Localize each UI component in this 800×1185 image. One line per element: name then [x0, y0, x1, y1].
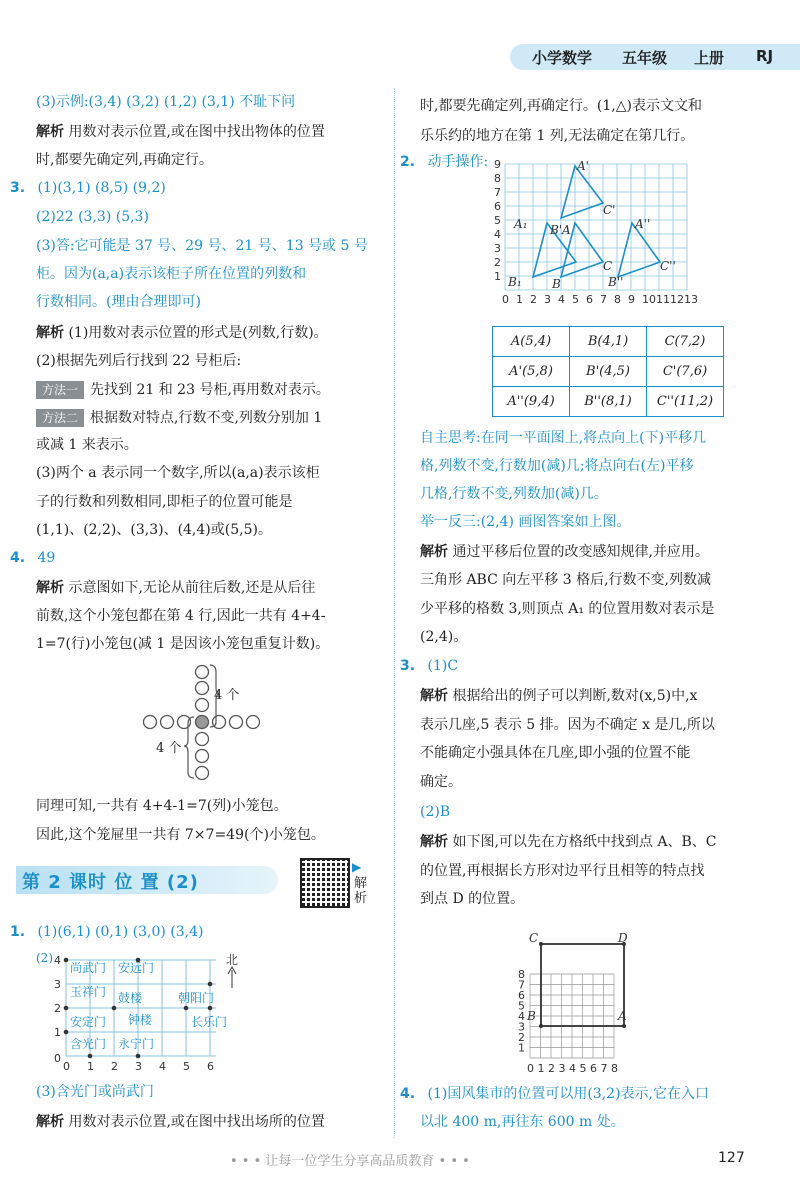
qr-label: 解析	[354, 876, 368, 906]
x-tick: 5	[579, 1062, 587, 1075]
header-subject: 小学数学	[532, 49, 593, 67]
qr-code[interactable]	[300, 858, 350, 908]
point-label: D	[618, 931, 628, 945]
bun-circle	[247, 716, 260, 729]
method-tag: 方法一	[36, 381, 84, 399]
x-tick: 6	[590, 1062, 597, 1075]
bun-circle	[144, 716, 157, 729]
right-question-3: 3. (1)C	[400, 658, 459, 674]
table-cell: C'(7,6)	[647, 357, 724, 387]
y-tick: 4	[494, 228, 501, 241]
answer-line: 以北 400 m,再往东 600 m 处。	[420, 1114, 625, 1130]
x-tick: 3	[558, 1062, 566, 1075]
x-tick: 0	[63, 1060, 70, 1073]
text-line: 1=7(行)小笼包(减 1 是因该小笼包重复计数)。	[36, 636, 330, 652]
x-tick: 9	[628, 293, 635, 304]
column-divider	[394, 88, 396, 1138]
text-line: 时,都要先确定列,再确定行。	[36, 152, 213, 168]
y-tick: 4	[518, 1010, 525, 1023]
play-icon[interactable]: ▶	[352, 860, 362, 874]
answer-line: (3)含光门或尚武门	[36, 1084, 154, 1100]
bun-diagram	[130, 660, 260, 790]
answer-line: (2)22 (3,3) (5,3)	[36, 209, 149, 225]
x-tick: 2	[530, 293, 537, 304]
gate-label: 朝阳门	[178, 991, 215, 1005]
header-banner	[510, 44, 800, 70]
rectangle-grid	[508, 924, 658, 1076]
y-tick: 3	[54, 978, 61, 991]
text-line: 到点 D 的位置。	[420, 891, 525, 907]
bun-circle	[196, 666, 209, 679]
x-tick: 0	[502, 293, 509, 304]
x-tick: 11	[656, 293, 670, 304]
table-row	[493, 327, 724, 357]
y-tick: 8	[518, 968, 525, 981]
bun-circle	[161, 716, 174, 729]
point-label: B''	[608, 275, 624, 289]
y-tick: 2	[494, 256, 501, 269]
table-row	[493, 387, 724, 417]
analysis-line: 解析 根据给出的例子可以判断,数对(x,5)中,x	[420, 688, 698, 704]
bun-circle	[196, 699, 209, 712]
text-line: 子的行数和列数相同,即柜子的位置可能是	[36, 494, 293, 510]
analysis-line: 解析 示意图如下,无论从前往后数,还是从后往	[36, 580, 316, 596]
gate-label: 玉祥门	[70, 985, 107, 999]
text-line: 少平移的格数 3,则顶点 A₁ 的位置用数对表示是	[420, 601, 715, 617]
y-tick: 3	[518, 1020, 525, 1034]
x-tick: 7	[600, 293, 607, 304]
x-tick: 2	[111, 1060, 118, 1073]
table-cell: C(7,2)	[647, 327, 724, 357]
x-tick: 5	[183, 1060, 190, 1073]
gate-label: 安远门	[118, 961, 155, 975]
method-tag: 方法二	[36, 409, 84, 427]
y-tick: 9	[494, 158, 501, 171]
text-line: (2,4)。	[420, 629, 468, 645]
page-number: 127	[718, 1150, 745, 1166]
table-cell: A'(5,8)	[493, 357, 570, 387]
x-tick: 13	[684, 293, 698, 304]
answer-line: 自主思考:在同一平面图上,将点向上(下)平移几	[420, 430, 707, 446]
section-title: 第 2 课时 位 置 (2)	[22, 872, 199, 893]
text-line: 前数,这个小笼包都在第 4 行,因此一共有 4+4-	[36, 608, 326, 624]
x-tick: 7	[600, 1062, 608, 1075]
question-3: 3. (1)(3,1) (8,5) (9,2)	[10, 180, 166, 196]
table-cell: B'(4,5)	[570, 357, 647, 387]
text-line: 因此,这个笼屉里一共有 7×7=49(个)小笼包。	[36, 827, 325, 843]
gate-label: 钟楼	[128, 1013, 153, 1027]
bun-label-top: 4 个	[214, 688, 240, 703]
x-tick: 3	[544, 293, 551, 304]
table-cell: A(5,4)	[493, 327, 570, 357]
answer-line: 几格,行数不变,列数加(减)几。	[420, 486, 608, 502]
shared-bun-circle	[196, 716, 209, 729]
triangle-a-double-prime	[618, 223, 660, 277]
text-line: (3)两个 a 表示同一个数字,所以(a,a)表示该柜	[36, 465, 320, 481]
x-tick: 8	[614, 293, 621, 304]
analysis-label: 解析	[36, 124, 64, 140]
analysis-line: 解析 用数对表示位置,或在图中找出物体的位置	[36, 124, 325, 140]
x-tick: 4	[558, 293, 565, 304]
header-edition: RJ	[756, 47, 774, 65]
x-tick: 3	[135, 1060, 142, 1073]
x-tick: 2	[548, 1062, 555, 1075]
translation-grid	[490, 152, 700, 304]
analysis-line: 解析 (1)用数对表示位置的形式是(列数,行数)。	[36, 325, 328, 341]
bun-circle	[196, 767, 209, 780]
text-line: 或减 1 来表示。	[36, 437, 138, 453]
x-tick: 10	[642, 293, 656, 304]
points-table	[492, 326, 724, 417]
y-tick: 1	[54, 1026, 61, 1039]
right-question-2: 2. 动手操作:	[400, 154, 489, 170]
text-line: 表示几座,5 表示 5 排。因为不确定 x 是几,所以	[420, 717, 715, 733]
point-label: B	[552, 277, 561, 291]
x-tick: 5	[572, 293, 579, 304]
y-tick: 6	[494, 200, 501, 213]
x-tick: 1	[537, 1062, 545, 1075]
text-line: 三角形 ABC 向左平移 3 格后,行数不变,列数减	[420, 572, 711, 588]
y-tick: 5	[494, 214, 501, 227]
method-1: 方法一 先找到 21 和 23 号柜,再用数对表示。	[36, 380, 330, 400]
north-label: 北	[226, 953, 239, 967]
point-label: B₁	[508, 275, 522, 289]
gate-map	[36, 948, 246, 1074]
text-line: 时,都要先确定列,再确定行。(1,△)表示文文和	[420, 98, 702, 114]
footer-slogan: • • • 让每一位学生分享高品质教育 • • •	[230, 1154, 470, 1169]
gate-label: 安定门	[70, 1015, 107, 1029]
x-tick: 8	[611, 1062, 618, 1075]
y-tick: 6	[518, 989, 525, 1002]
y-tick: 7	[494, 186, 501, 199]
section-title-bar	[16, 866, 278, 894]
text-line: 的位置,再根据长方形对边平行且相等的特点找	[420, 863, 705, 879]
point-label: A₁	[514, 217, 528, 231]
point-label: C'	[603, 203, 616, 217]
point-label: C''	[660, 259, 676, 273]
y-tick: 1	[494, 270, 501, 283]
y-tick: 2	[518, 1031, 525, 1044]
analysis-line: 解析 用数对表示位置,或在图中找出场所的位置	[36, 1114, 325, 1130]
point-label: A	[618, 1009, 627, 1023]
table-cell: C''(11,2)	[647, 387, 724, 417]
bun-label-left: 4 个	[156, 741, 182, 756]
answer-line: 举一反三:(2,4) 画图答案如上图。	[420, 514, 631, 530]
x-tick: 6	[207, 1060, 214, 1073]
point-label: A''	[635, 217, 651, 231]
y-tick: 0	[54, 1052, 61, 1065]
text-line: (2)根据先列后行找到 22 号柜后:	[36, 353, 242, 369]
header-volume: 上册	[694, 49, 725, 67]
bun-circle	[196, 733, 209, 746]
bun-circle	[196, 682, 209, 695]
y-tick: 2	[54, 1002, 61, 1015]
gate-label: 长乐门	[191, 1015, 228, 1029]
y-tick: 7	[518, 978, 525, 992]
x-tick: 0	[527, 1062, 534, 1075]
y-tick: 3	[494, 242, 501, 255]
gate-label: 含光门	[70, 1037, 107, 1051]
x-tick: 1	[516, 293, 523, 304]
question-4: 4. 49	[10, 550, 56, 566]
x-tick: 4	[569, 1062, 576, 1075]
header-grade: 五年级	[622, 49, 668, 67]
y-tick: 5	[518, 999, 525, 1013]
bun-circle	[196, 750, 209, 763]
analysis-line: 解析 如下图,可以先在方格纸中找到点 A、B、C	[420, 834, 717, 850]
table-cell: B(4,1)	[570, 327, 647, 357]
answer-line: (3)答:它可能是 37 号、29 号、21 号、13 号或 5 号	[36, 238, 368, 254]
point-label: C	[529, 931, 539, 945]
table-cell: A''(9,4)	[493, 387, 570, 417]
table-cell: B''(8,1)	[570, 387, 647, 417]
text-line: 确定。	[420, 774, 462, 790]
y-tick: 8	[494, 172, 501, 185]
gate-label: 永宁门	[118, 1037, 155, 1051]
point-label: B'	[550, 223, 563, 237]
answer-line: (2)B	[420, 804, 451, 820]
gate-label: 尚武门	[70, 961, 107, 975]
x-tick: 12	[670, 293, 684, 304]
gate-label: 鼓楼	[118, 991, 143, 1005]
answer-line: 格,列数不变,行数加(减)几;将点向右(左)平移	[420, 458, 694, 474]
point-label: A	[562, 223, 571, 237]
lesson2-question-1: 1. (1)(6,1) (0,1) (3,0) (3,4)	[10, 924, 204, 940]
table-row	[493, 357, 724, 387]
text-line: (1,1)、(2,2)、(3,3)、(4,4)或(5,5)。	[36, 522, 272, 538]
x-tick: 6	[586, 293, 593, 304]
text-line: 乐乐约的地方在第 1 列,无法确定在第几行。	[420, 128, 695, 144]
y-tick: 4	[54, 954, 61, 967]
part-label: (2)	[36, 951, 53, 965]
bun-circle	[230, 716, 243, 729]
y-tick: 1	[518, 1041, 525, 1055]
analysis-line: 解析 通过平移后位置的改变感知规律,并应用。	[420, 544, 709, 560]
answer-line: 行数相同。(理由合理即可)	[36, 294, 201, 310]
text-line: 同理可知,一共有 4+4-1=7(列)小笼包。	[36, 798, 288, 814]
x-tick: 4	[159, 1060, 166, 1073]
answer-line: (3)示例:(3,4) (3,2) (1,2) (3,1) 不耻下问	[36, 94, 296, 110]
text-line: 不能确定小强具体在几座,即小强的位置不能	[420, 745, 691, 761]
point-label: C	[603, 259, 613, 273]
point-label: B	[527, 1009, 536, 1023]
method-2: 方法二 根据数对特点,行数不变,列数分别加 1	[36, 408, 322, 428]
point-label: A'	[577, 159, 589, 173]
answer-line: 柜。因为(a,a)表示该柜子所在位置的列数和	[36, 266, 307, 282]
x-tick: 1	[87, 1060, 94, 1073]
right-question-4: 4. (1)国风集市的位置可以用(3,2)表示,它在入口	[400, 1086, 709, 1102]
